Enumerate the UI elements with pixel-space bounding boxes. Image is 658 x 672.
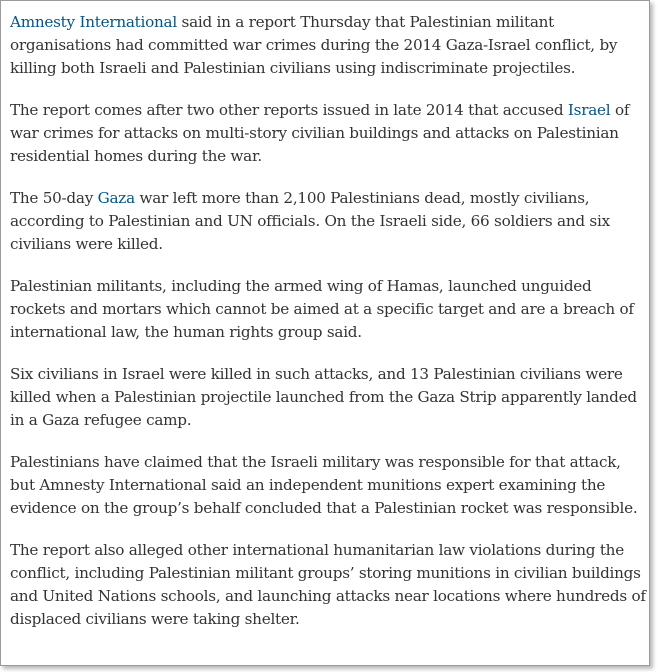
article-paragraph-5: Six civilians in Israel were killed in such attacks, and 13 Palestinian civilians were killed when a Palestinian projectile launched from the Gaza Strip apparently landed in a Gaza refugee camp. bbox=[10, 365, 637, 429]
amnesty-international-link[interactable]: Amnesty International bbox=[10, 13, 177, 31]
article-paragraph-2 bbox=[10, 99, 648, 168]
paragraph-2-text-before: The report comes after two other reports issued in late 2014 that accused bbox=[10, 101, 568, 119]
paragraph-2-text-after: of war crimes for attacks on multi-story civilian buildings and attacks on Palestinian residential homes during the war. bbox=[10, 101, 630, 165]
paragraph-1-text: said in a report Thursday that Palestinian militant organisations had committed war crimes during the 2014 Gaza-Israel conflict, by killing both Israeli and Palestinian civilians using indiscriminate projectiles. bbox=[10, 13, 618, 77]
article-paragraph-4: Palestinian militants, including the armed wing of Hamas, launched unguided rockets and mortars which cannot be aimed at a specific target and are a breach of international law, the human rights group said. bbox=[10, 277, 634, 341]
article-paragraph-1 bbox=[10, 11, 648, 80]
paragraph-3-text-after: war left more than 2,100 Palestinians dead, mostly civilians, according to Palestinian and UN officials. On the Israeli side, 66 soldiers and six civilians were killed. bbox=[10, 189, 610, 253]
gaza-link[interactable]: Gaza bbox=[97, 189, 135, 207]
israel-link[interactable]: Israel bbox=[567, 101, 611, 119]
article-paragraph-3 bbox=[10, 187, 648, 256]
article-paragraph-7: The report also alleged other international humanitarian law violations during the conflict, including Palestinian militant groups’ storing munitions in civilian buildings and United Nations schools, and launching attacks near locations where hundreds of displaced civilians were taking shelter. bbox=[10, 541, 646, 628]
article-paragraph-6: Palestinians have claimed that the Israeli military was responsible for that attack, but Amnesty International said an independent munitions expert examining the evidence on the group’s behalf concluded that a Palestinian rocket was responsible. bbox=[10, 453, 638, 517]
article-body bbox=[10, 11, 648, 650]
paragraph-3-text-before: The 50-day bbox=[10, 189, 98, 207]
